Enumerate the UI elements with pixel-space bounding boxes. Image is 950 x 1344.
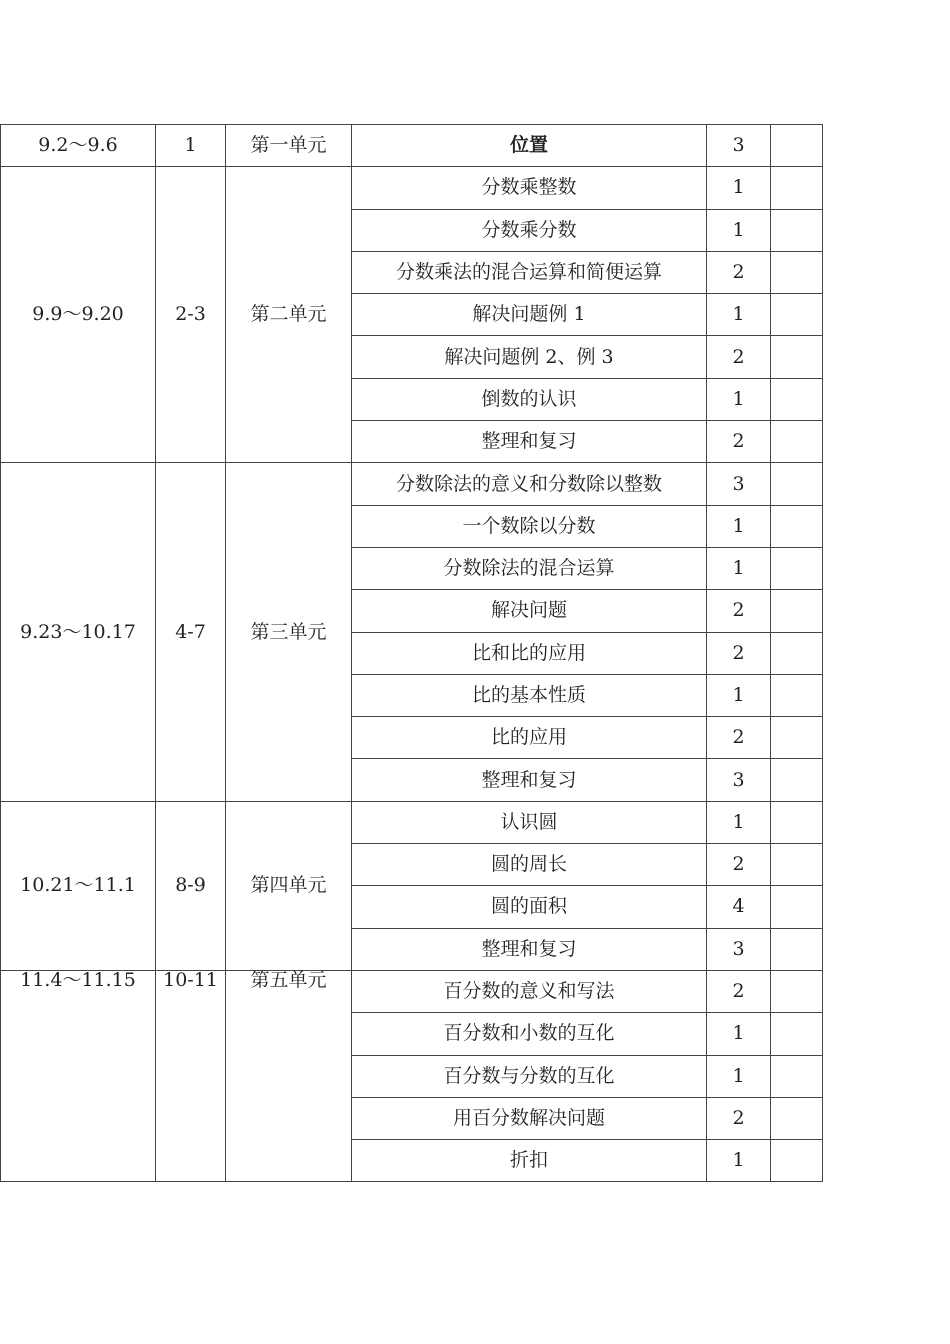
lesson-title-cell: 圆的面积 xyxy=(352,886,707,928)
note-cell xyxy=(771,674,823,716)
date-range-cell: 10.21～11.1 xyxy=(1,801,156,970)
lesson-title-cell: 圆的周长 xyxy=(352,844,707,886)
hours-cell: 1 xyxy=(707,547,771,589)
hours-cell: 4 xyxy=(707,886,771,928)
table-row xyxy=(1,125,823,167)
hours-cell: 1 xyxy=(707,674,771,716)
note-cell xyxy=(771,1140,823,1182)
unit-cell: 第四单元 xyxy=(226,801,352,970)
lesson-title-cell: 百分数的意义和写法 xyxy=(352,970,707,1012)
lesson-title-cell: 比和比的应用 xyxy=(352,632,707,674)
lesson-title-cell: 整理和复习 xyxy=(352,421,707,463)
lesson-title-cell: 整理和复习 xyxy=(352,759,707,801)
week-cell: 10-11 xyxy=(156,970,226,1181)
note-cell xyxy=(771,336,823,378)
lesson-title-cell: 用百分数解决问题 xyxy=(352,1097,707,1139)
table-row xyxy=(1,970,823,1012)
hours-cell: 2 xyxy=(707,970,771,1012)
date-range-cell: 11.4～11.15 xyxy=(1,970,156,1181)
lesson-title-cell: 百分数与分数的互化 xyxy=(352,1055,707,1097)
lesson-title-cell: 位置 xyxy=(352,125,707,167)
table-row xyxy=(1,801,823,843)
lesson-title-cell: 解决问题例 2、例 3 xyxy=(352,336,707,378)
lesson-title-cell: 分数乘法的混合运算和简便运算 xyxy=(352,251,707,293)
lesson-title-cell: 百分数和小数的互化 xyxy=(352,1013,707,1055)
lesson-title-cell: 分数乘整数 xyxy=(352,167,707,209)
hours-cell: 2 xyxy=(707,844,771,886)
hours-cell: 2 xyxy=(707,632,771,674)
lesson-title-cell: 折扣 xyxy=(352,1140,707,1182)
hours-cell: 1 xyxy=(707,378,771,420)
note-cell xyxy=(771,421,823,463)
hours-cell: 1 xyxy=(707,801,771,843)
week-cell: 2-3 xyxy=(156,167,226,463)
schedule-table xyxy=(0,124,823,1182)
unit-cell: 第三单元 xyxy=(226,463,352,801)
week-cell: 8-9 xyxy=(156,801,226,970)
hours-cell: 3 xyxy=(707,463,771,505)
unit-cell: 第二单元 xyxy=(226,167,352,463)
hours-cell: 2 xyxy=(707,717,771,759)
lesson-title-cell: 分数除法的混合运算 xyxy=(352,547,707,589)
note-cell xyxy=(771,251,823,293)
note-cell xyxy=(771,844,823,886)
hours-cell: 1 xyxy=(707,209,771,251)
week-cell: 1 xyxy=(156,125,226,167)
note-cell xyxy=(771,209,823,251)
unit-cell: 第一单元 xyxy=(226,125,352,167)
hours-cell: 2 xyxy=(707,336,771,378)
note-cell xyxy=(771,294,823,336)
table-row xyxy=(1,463,823,505)
note-cell xyxy=(771,1055,823,1097)
date-range-cell: 9.9～9.20 xyxy=(1,167,156,463)
hours-cell: 1 xyxy=(707,1140,771,1182)
hours-cell: 3 xyxy=(707,928,771,970)
note-cell xyxy=(771,928,823,970)
lesson-title-cell: 一个数除以分数 xyxy=(352,505,707,547)
week-cell: 4-7 xyxy=(156,463,226,801)
note-cell xyxy=(771,505,823,547)
table-row xyxy=(1,167,823,209)
note-cell xyxy=(771,801,823,843)
hours-cell: 2 xyxy=(707,251,771,293)
lesson-title-cell: 认识圆 xyxy=(352,801,707,843)
note-cell xyxy=(771,1013,823,1055)
note-cell xyxy=(771,759,823,801)
lesson-title-cell: 比的基本性质 xyxy=(352,674,707,716)
note-cell xyxy=(771,970,823,1012)
note-cell xyxy=(771,717,823,759)
lesson-title-cell: 分数乘分数 xyxy=(352,209,707,251)
hours-cell: 3 xyxy=(707,759,771,801)
note-cell xyxy=(771,167,823,209)
hours-cell: 1 xyxy=(707,294,771,336)
hours-cell: 1 xyxy=(707,505,771,547)
note-cell xyxy=(771,1097,823,1139)
hours-cell: 2 xyxy=(707,1097,771,1139)
date-range-cell: 9.2～9.6 xyxy=(1,125,156,167)
lesson-title-cell: 解决问题例 1 xyxy=(352,294,707,336)
note-cell xyxy=(771,590,823,632)
hours-cell: 3 xyxy=(707,125,771,167)
note-cell xyxy=(771,125,823,167)
lesson-title-cell: 分数除法的意义和分数除以整数 xyxy=(352,463,707,505)
note-cell xyxy=(771,378,823,420)
note-cell xyxy=(771,632,823,674)
hours-cell: 1 xyxy=(707,1055,771,1097)
lesson-title-cell: 倒数的认识 xyxy=(352,378,707,420)
hours-cell: 1 xyxy=(707,1013,771,1055)
hours-cell: 2 xyxy=(707,421,771,463)
lesson-title-cell: 解决问题 xyxy=(352,590,707,632)
hours-cell: 1 xyxy=(707,167,771,209)
hours-cell: 2 xyxy=(707,590,771,632)
lesson-title-cell: 整理和复习 xyxy=(352,928,707,970)
date-range-cell: 9.23～10.17 xyxy=(1,463,156,801)
unit-cell: 第五单元 xyxy=(226,970,352,1181)
note-cell xyxy=(771,547,823,589)
note-cell xyxy=(771,463,823,505)
note-cell xyxy=(771,886,823,928)
lesson-title-cell: 比的应用 xyxy=(352,717,707,759)
